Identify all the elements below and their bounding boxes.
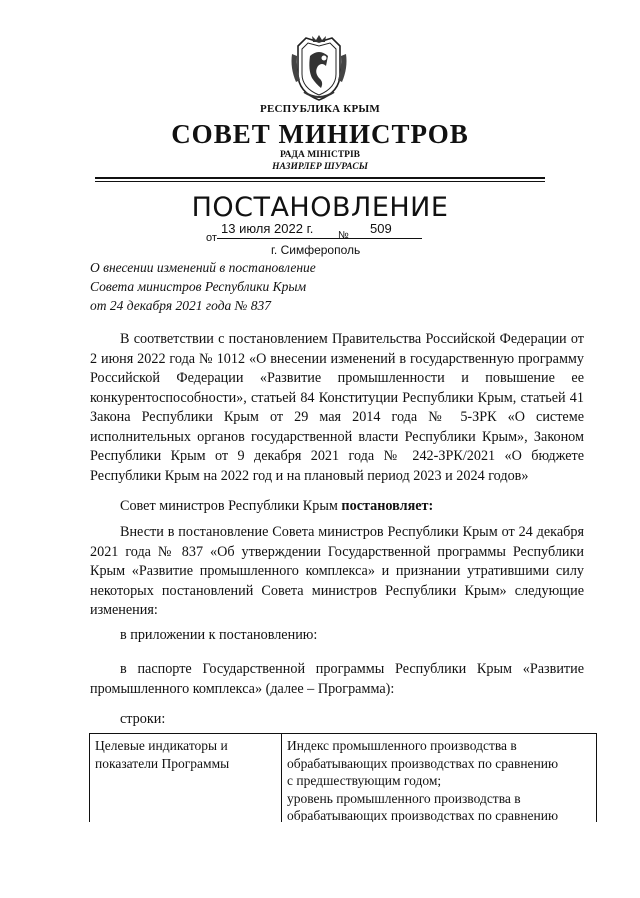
annex-paragraph: в приложении к постановлению: xyxy=(120,627,318,643)
table-content-line: Индекс промышленного производства в xyxy=(287,738,517,753)
preamble-paragraph: В соответствии с постановлением Правительства Российской Федерации от 2 июня 2022 года № 1012 «О внесении изменений в государственную программу Российской Федерации «Развитие промышленности и повышение ее конкурентоспособности», статьей 84 Конституции Республики Крым, статьей 41 Закона Республики Крым от 29 мая 2014 года № 5-ЗРК «О системе исполнительных органов государственной власти Республики Крым», Законом Республики Крым от 9 декабря 2021 года № 242-ЗРК/2021 «О бюджете Республики Крым на 2022 год и на плановый период 2023 и 2024 годов» xyxy=(90,331,584,484)
table-row-label: Целевые индикаторы и показатели Программы xyxy=(90,734,282,823)
document-number: 509 xyxy=(370,221,392,236)
table-content-line: обрабатывающих производствах по сравнению xyxy=(287,755,559,771)
document-city: г. Симферополь xyxy=(271,243,361,257)
resolves-lead: Совет министров Республики Крым xyxy=(120,498,342,514)
resolves-keyword: постановляет: xyxy=(341,498,434,514)
passport-paragraph: в паспорте Государственной программы Республики Крым «Развитие промышленного комплекса» (далее – Программа): xyxy=(90,661,584,697)
document-subject xyxy=(90,258,316,315)
indicators-table-wrapper xyxy=(89,733,597,822)
date-underline xyxy=(217,238,422,239)
table-row xyxy=(90,734,597,823)
document-date: 13 июля 2022 г. xyxy=(221,221,314,236)
table-content-line: обрабатывающих производствах по сравнению xyxy=(287,808,559,822)
resolves-paragraph xyxy=(90,497,584,517)
council-title-crimean-tatar: НАЗИРЛЕР ШУРАСЫ xyxy=(272,162,368,172)
amendment-paragraph: Внести в постановление Совета министров Республики Крым от 24 декабря 2021 года № 837 «Об утверждении Государственной программы Республики Крым «Развитие промышленного комплекса» и признании утратившими силу некоторых постановлений Совета министров Республики Крым» следующие изменения: xyxy=(90,524,584,618)
table-content-line: уровень промышленного производства в xyxy=(287,790,521,806)
subject-line: О внесении изменений в постановление xyxy=(90,260,316,275)
subject-line: Совета министров Республики Крым xyxy=(90,279,307,294)
council-title-ukrainian: РАДА МІНІСТРІВ xyxy=(279,150,360,160)
table-content-line: с предшествующим годом; xyxy=(287,773,442,788)
table-row-content xyxy=(282,734,597,823)
coat-of-arms-emblem xyxy=(288,34,350,102)
date-from-label: от xyxy=(206,232,217,244)
subject-line: от 24 декабря 2021 года № 837 xyxy=(90,298,271,313)
republic-name: РЕСПУБЛИКА КРЫМ xyxy=(260,103,380,115)
council-title: СОВЕТ МИНИСТРОВ xyxy=(171,119,469,149)
header-divider-thick xyxy=(95,177,545,179)
indicators-table xyxy=(89,733,597,822)
number-label: № xyxy=(338,230,349,241)
document-type: ПОСТАНОВЛЕНИЕ xyxy=(191,192,449,223)
header-divider-thin xyxy=(95,181,545,182)
rows-paragraph: строки: xyxy=(120,711,166,727)
